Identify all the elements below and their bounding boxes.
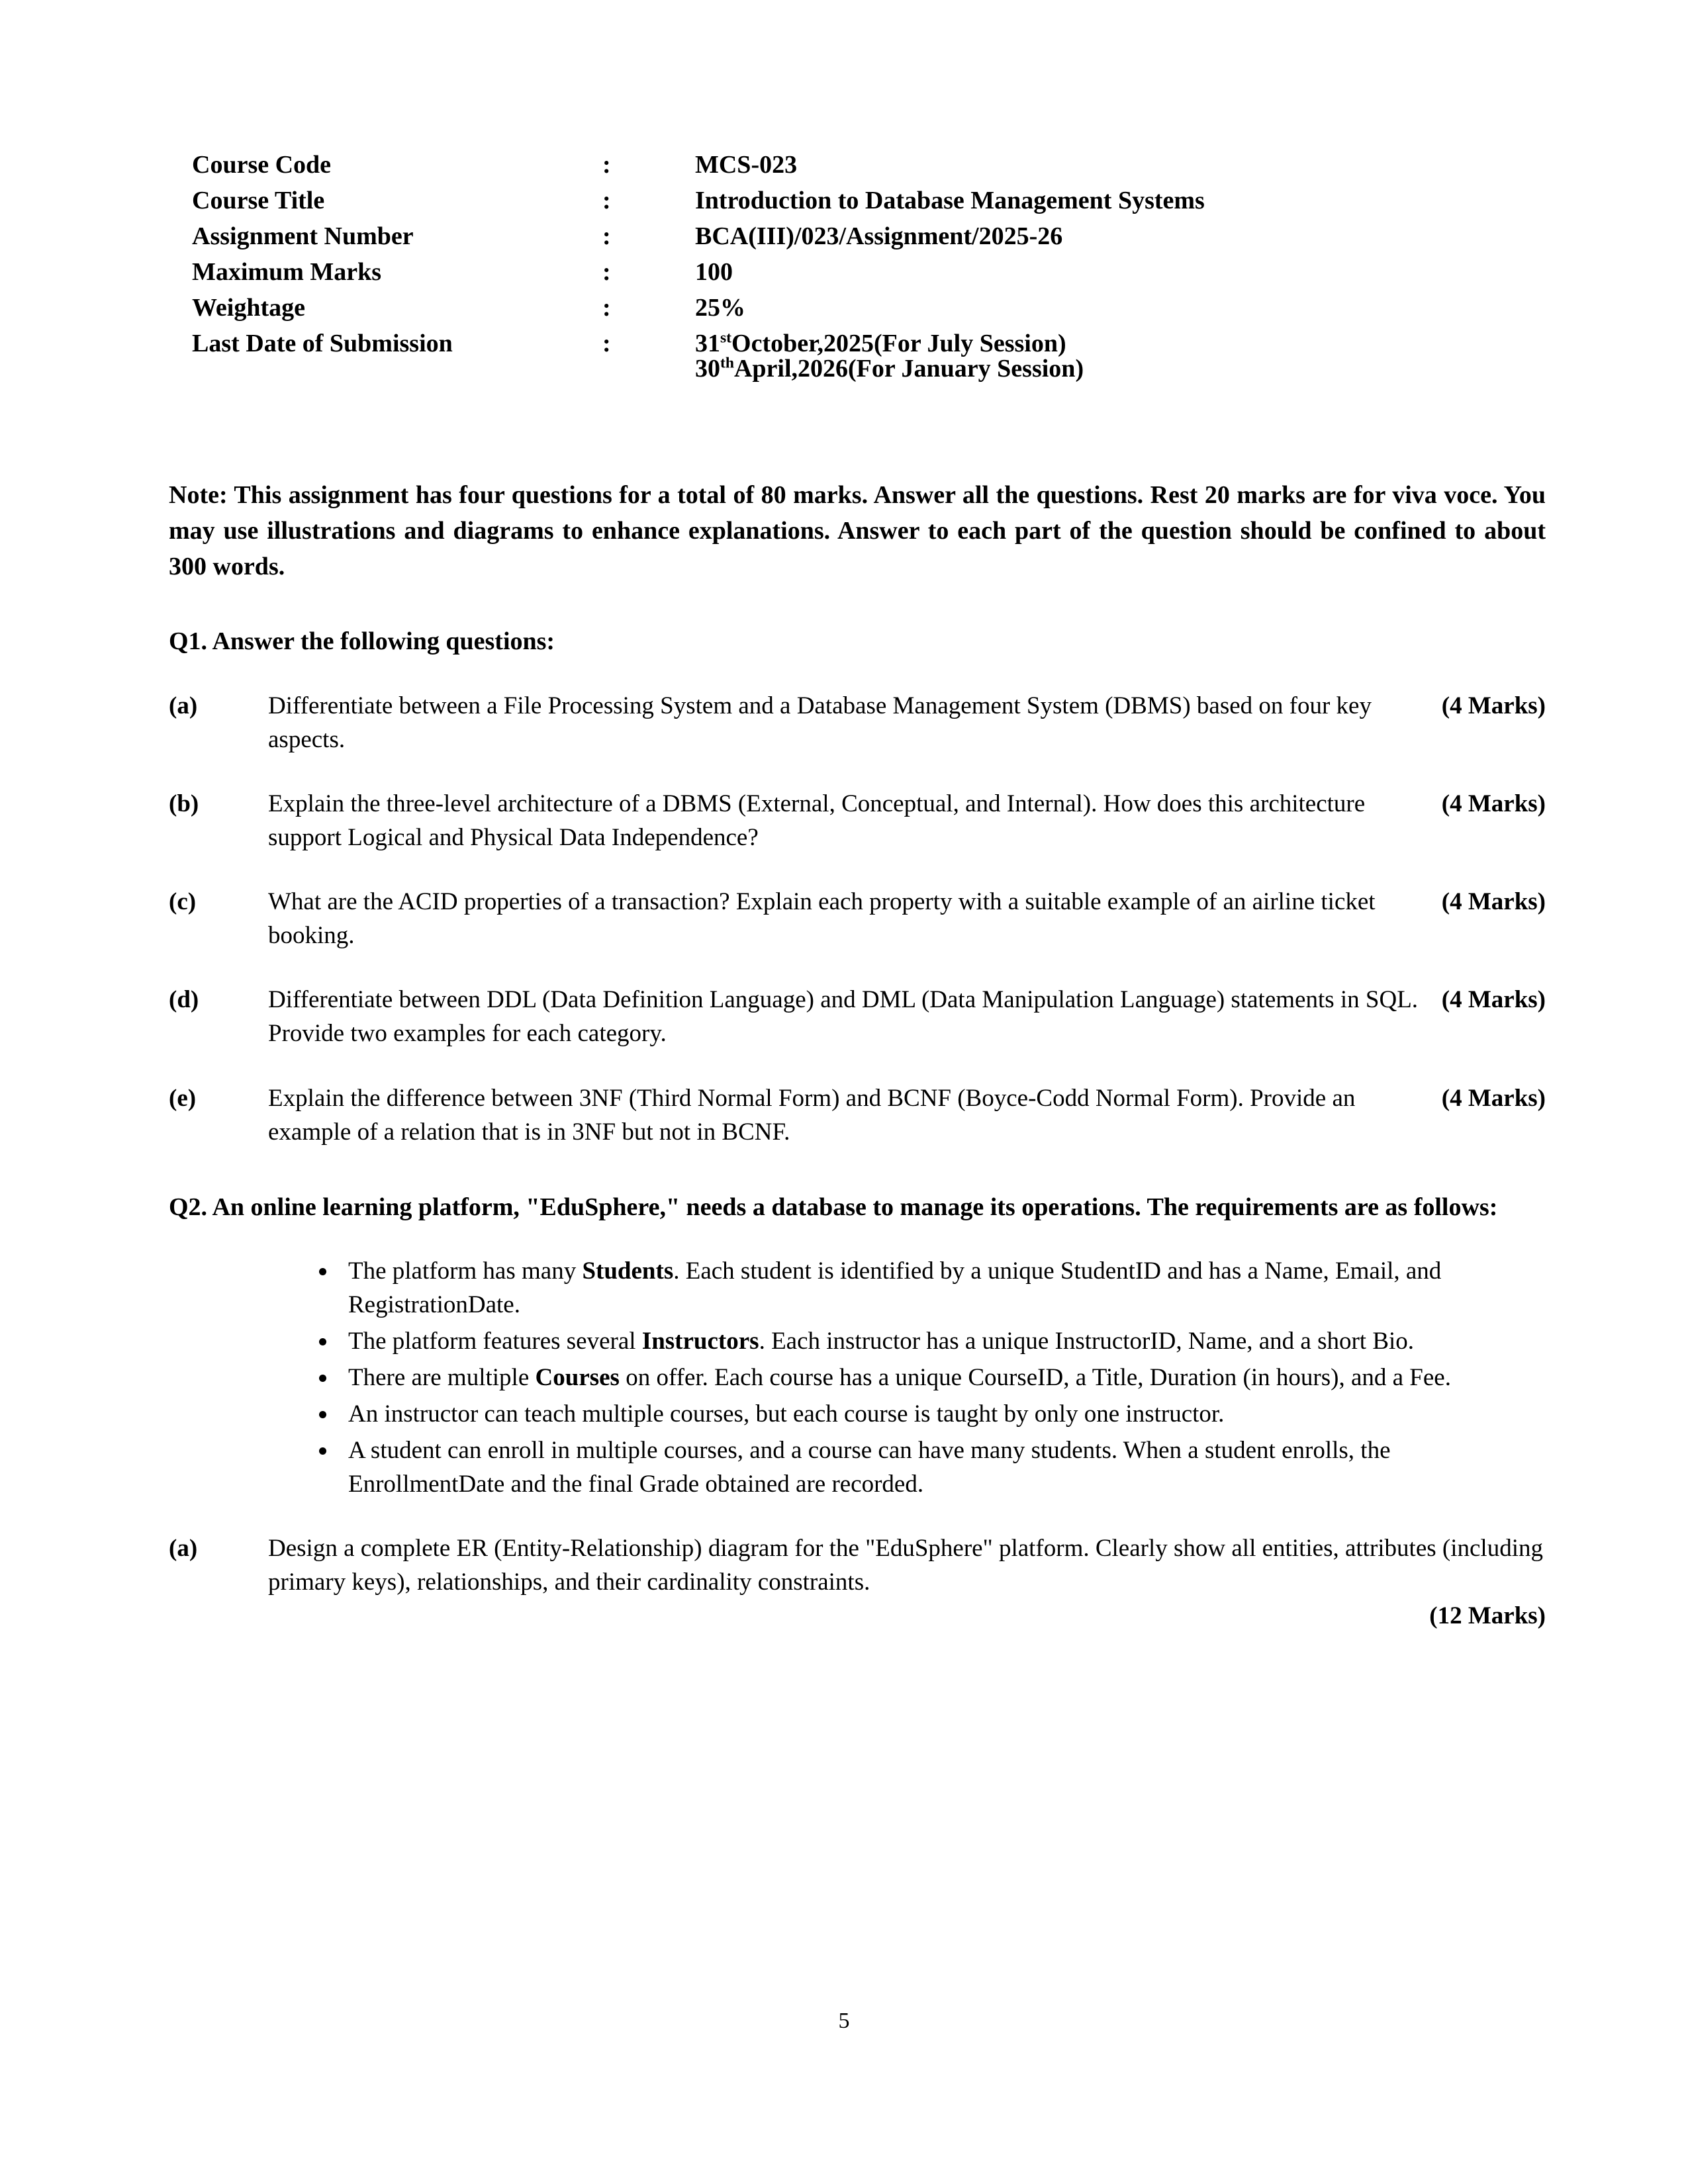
ordinal-suffix: th — [720, 354, 734, 372]
question-1-part-a — [169, 689, 1546, 756]
part-text: Explain the three-level architecture of a DBMS (External, Conceptual, and Internal). How does this architecture support Logical and Physical Data Independence? — [268, 790, 1366, 852]
list-item: • A student can enroll in multiple courses, and a course can have many students. When a student enrolls, the EnrollmentDate and the final Grade obtained are recorded. — [338, 1433, 1546, 1501]
question-2-part-a — [169, 1531, 1546, 1633]
submission-date-july: 31stOctober,2025(For July Session) — [695, 329, 1066, 357]
meta-label-maximum-marks: Maximum Marks — [192, 258, 382, 286]
list-item: • There are multiple Courses on offer. Each course has a unique CourseID, a Title, Duration (in hours), and a Fee. — [338, 1361, 1546, 1394]
part-letter: (e) — [169, 1084, 197, 1112]
part-body — [268, 983, 1546, 1050]
marks-label: (12 Marks) — [1429, 1602, 1546, 1630]
part-letter: (a) — [169, 1535, 198, 1563]
part-letter: (c) — [169, 888, 197, 916]
table-row — [192, 188, 1205, 224]
part-letter: (b) — [169, 790, 199, 818]
question-1-part-d — [169, 983, 1546, 1050]
marks-label: (4 Marks) — [1441, 1084, 1546, 1112]
part-text: Design a complete ER (Entity-Relationship) diagram for the "EduSphere" platform. Clearly show all entities, attributes (including primary keys), relationships, and their cardinality constraints. — [268, 1535, 1543, 1596]
part-text: What are the ACID properties of a transaction? Explain each property with a suitable example of an airline ticket booking. — [268, 888, 1376, 950]
question-1-part-e — [169, 1081, 1546, 1149]
part-text: Explain the difference between 3NF (Third Normal Form) and BCNF (Boyce-Codd Normal Form). Provide an example of a relation that is in 3NF but not in BCNF. — [268, 1084, 1356, 1146]
assignment-note: Note: This assignment has four questions for a total of 80 marks. Answer all the questions. Rest 20 marks are for viva voce. You may use illustrations and diagrams to enhance explanations. Answer to each part of the question should be confined to about 300 words. — [169, 481, 1546, 580]
meta-label-last-date: Last Date of Submission — [192, 330, 453, 357]
question-1-part-c — [169, 885, 1546, 952]
part-text: Differentiate between a File Processing System and a Database Management System (DBMS) based on four key aspects. — [268, 692, 1372, 754]
meta-colon: : — [602, 187, 611, 214]
meta-colon: : — [602, 294, 611, 322]
part-body — [268, 885, 1546, 952]
meta-colon: : — [602, 222, 611, 250]
part-text: Differentiate between DDL (Data Definition Language) and DML (Data Manipulation Language) statements in SQL. Provide two examples for each category. — [268, 986, 1419, 1048]
meta-value-assignment-number: BCA(III)/023/Assignment/2025-26 — [695, 222, 1063, 250]
part-body — [268, 689, 1546, 756]
part-letter: (a) — [169, 692, 198, 720]
submission-date-january: 30thApril,2026(For January Session) — [695, 354, 1084, 383]
meta-colon: : — [602, 330, 611, 357]
page-number: 5 — [838, 2009, 850, 2033]
meta-value-maximum-marks: 100 — [695, 258, 733, 286]
part-body — [268, 1081, 1546, 1149]
part-body — [268, 787, 1546, 854]
meta-label-course-title: Course Title — [192, 187, 325, 214]
course-meta-table — [192, 152, 1205, 392]
part-letter: (d) — [169, 986, 199, 1014]
list-item: • The platform has many Students. Each student is identified by a unique StudentID and has a Name, Email, and RegistrationDate. — [338, 1254, 1546, 1322]
meta-label-weightage: Weightage — [192, 294, 305, 322]
meta-value-course-title: Introduction to Database Management Systems — [695, 187, 1205, 214]
list-item: • An instructor can teach multiple courses, but each course is taught by only one instructor. — [338, 1397, 1546, 1431]
requirements-list — [169, 1254, 1546, 1501]
meta-colon: : — [602, 258, 611, 286]
table-row — [192, 152, 1205, 188]
question-1-heading: Q1. Answer the following questions: — [169, 627, 555, 655]
marks-label: (4 Marks) — [1441, 888, 1546, 916]
meta-value-weightage: 25% — [695, 294, 745, 322]
list-item: • The platform features several Instructors. Each instructor has a unique InstructorID, Name, and a short Bio. — [338, 1324, 1546, 1358]
meta-value-last-date — [695, 331, 1205, 392]
meta-value-course-code: MCS-023 — [695, 151, 798, 179]
marks-label: (4 Marks) — [1441, 986, 1546, 1014]
table-row — [192, 259, 1205, 295]
marks-label: (4 Marks) — [1441, 790, 1546, 818]
table-row — [192, 224, 1205, 259]
meta-label-assignment-number: Assignment Number — [192, 222, 414, 250]
meta-label-course-code: Course Code — [192, 151, 332, 179]
meta-colon: : — [602, 151, 611, 179]
marks-label: (4 Marks) — [1441, 692, 1546, 720]
question-2-heading: Q2. An online learning platform, "EduSphere," needs a database to manage its operations. The requirements are as follows: — [169, 1193, 1498, 1221]
question-1-part-b — [169, 787, 1546, 854]
table-row — [192, 295, 1205, 331]
table-row — [192, 331, 1205, 392]
ordinal-suffix: st — [720, 329, 732, 347]
part-body — [268, 1531, 1546, 1633]
